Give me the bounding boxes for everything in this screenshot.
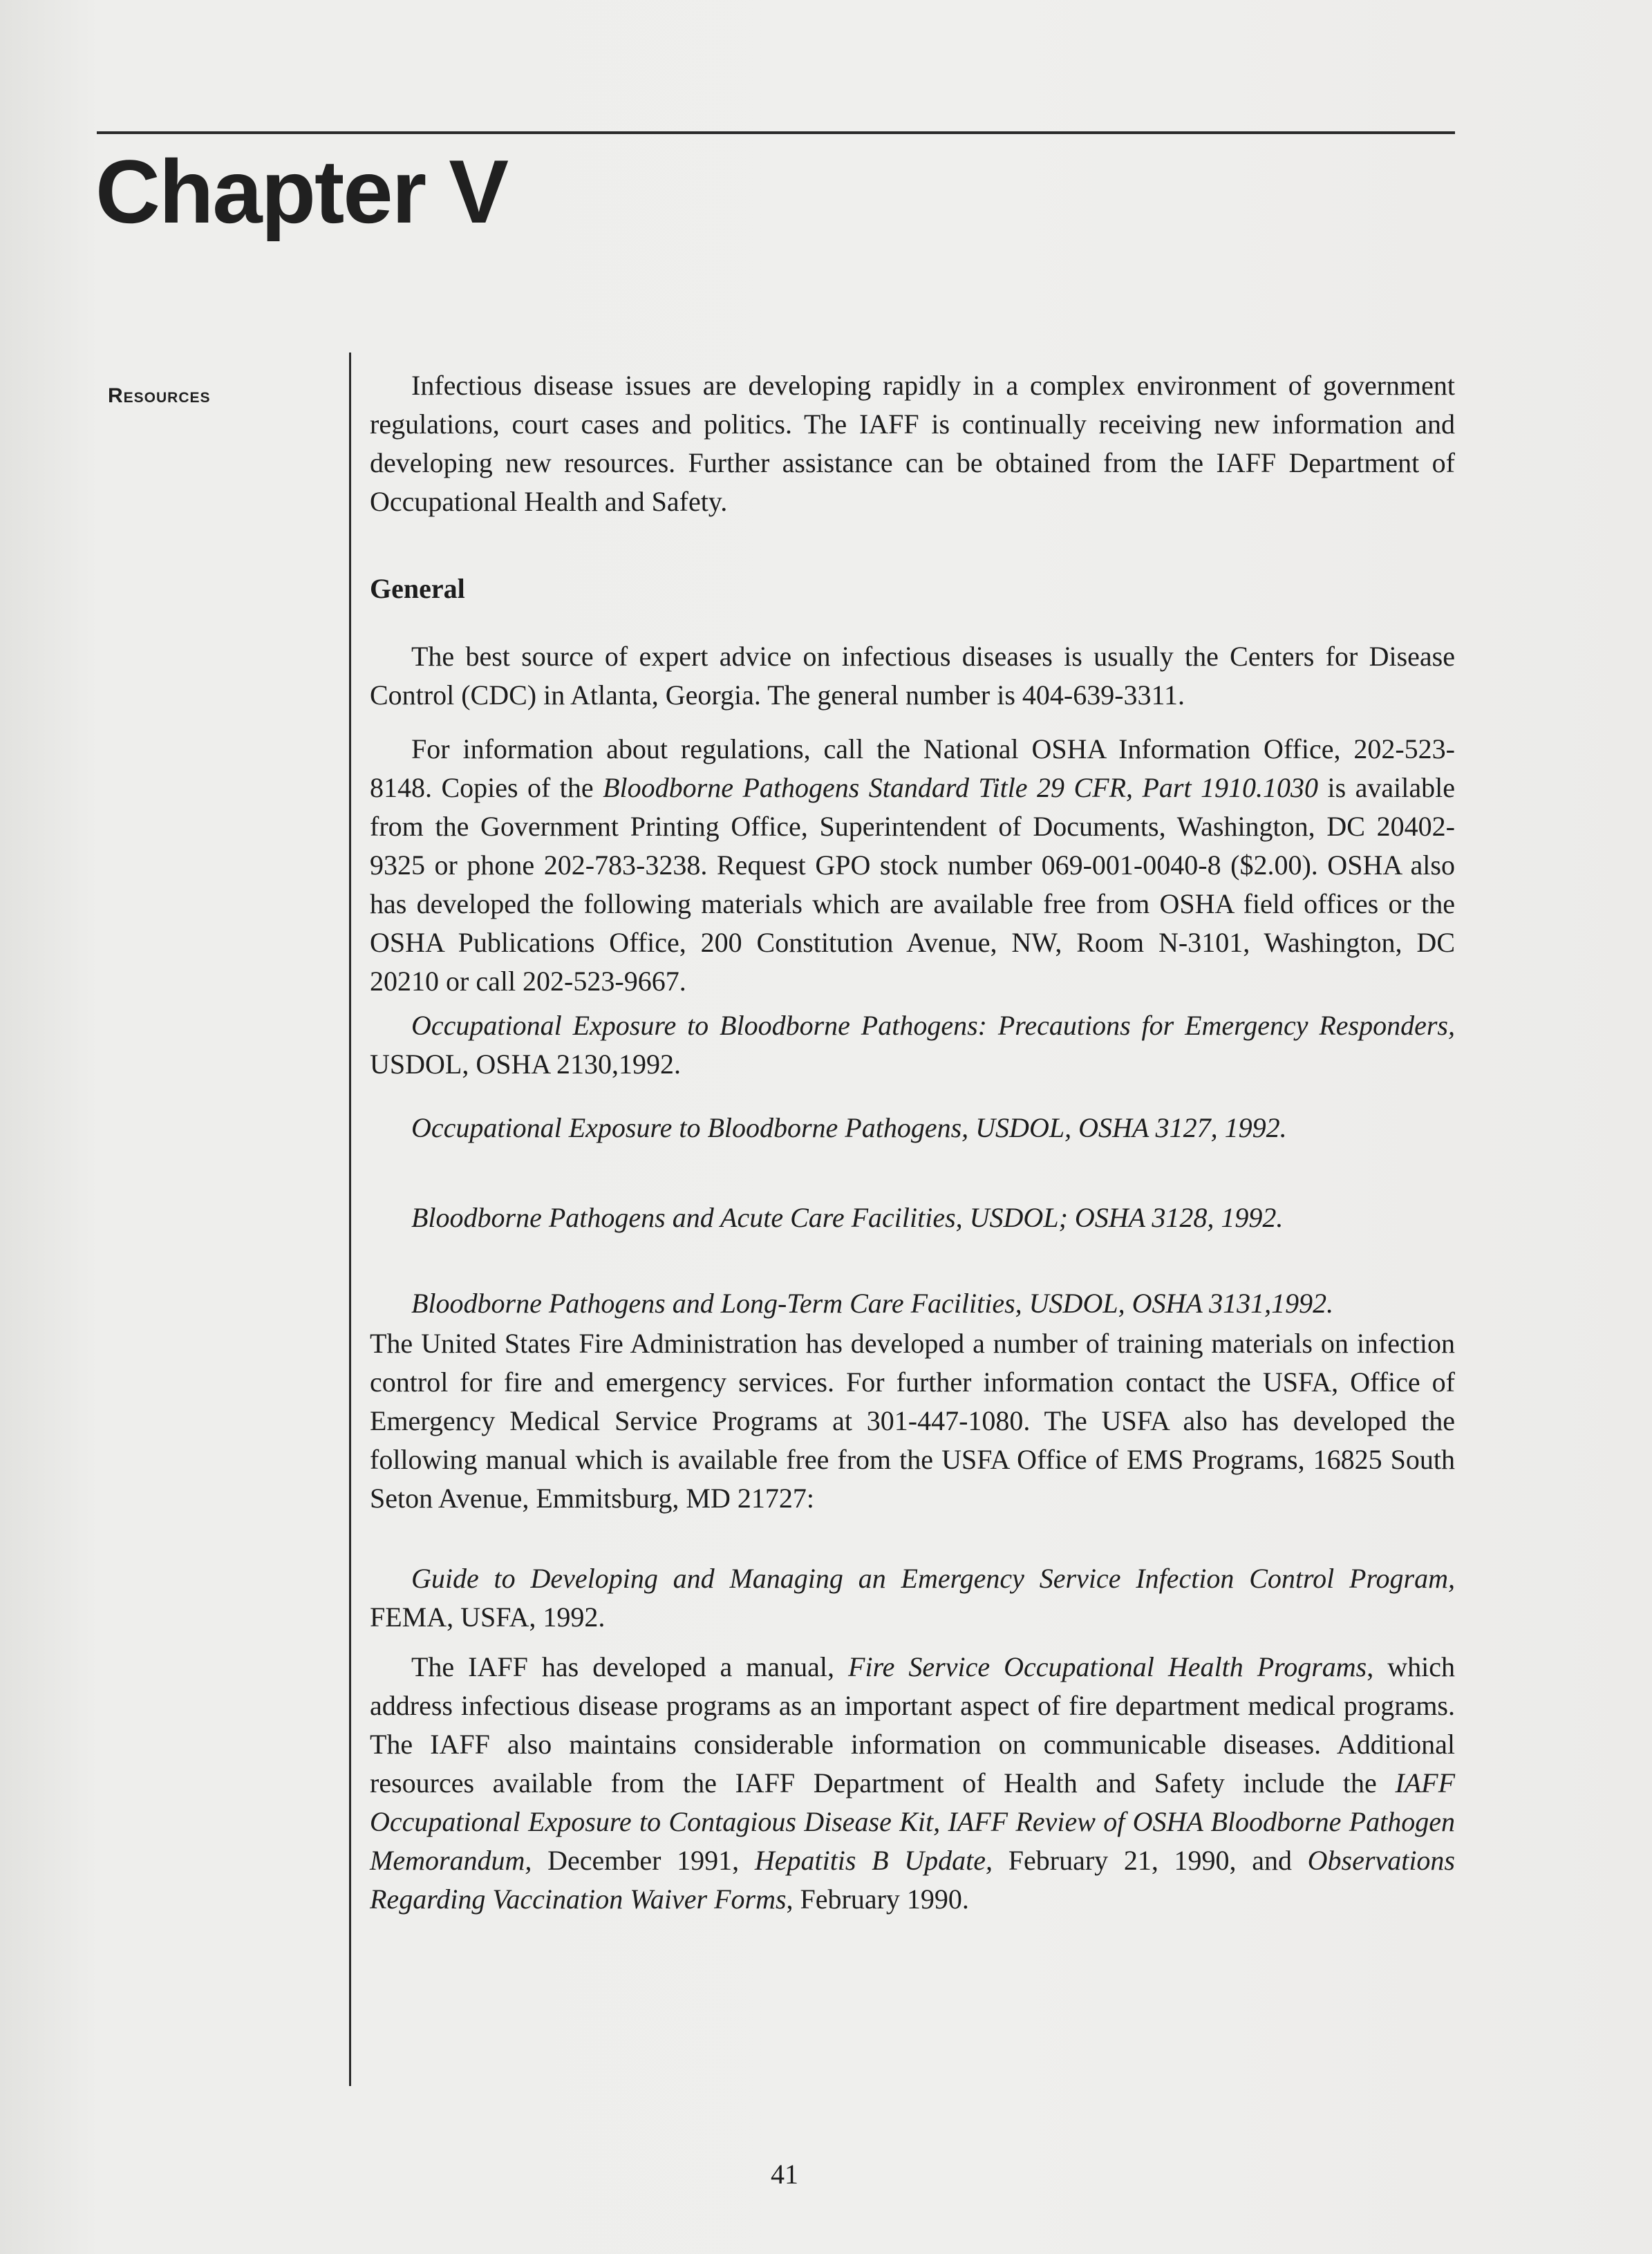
iaff-paragraph [370, 1648, 1455, 1919]
usfa-paragraph: The United States Fire Administration has developed a number of training materials on infection control for fire and emergency services. For further information contact the USFA, Office of Emergency Medical Service Programs at 301-447-1080. The USFA also has developed the following manual which is available free from the USFA Office of EMS Programs, 16825 South Seton Avenue, Emmitsburg, MD 21727: [370, 1328, 1455, 1514]
main-content [370, 366, 1455, 1919]
osha-paragraph [370, 730, 1455, 1001]
page-number: 41 [771, 2159, 798, 2190]
hepatitis-update-title: Hepatitis B Update, [754, 1845, 993, 1876]
section-label: Resources [108, 384, 211, 407]
iaff-manual-title: Fire Service Occupational Health Programs [848, 1651, 1367, 1682]
osha-material-1-title: Occupational Exposure to Bloodborne Pathogens: Precautions for Emergency Responders, [411, 1010, 1455, 1041]
iaff-text-2: , which address infectious disease programs as an important aspect of fire department medical programs. The IAFF also maintains considerable information on communicable diseases. Additional resources available from the IAFF Department of Health and Safety include the [370, 1651, 1455, 1798]
osha-text-1: For information about regulations, call the National OSHA Information Office, 202-523-8148. Copies of the [370, 733, 1455, 803]
cdc-paragraph: The best source of expert advice on infectious diseases is usually the Centers for Disease Control (CDC) in Atlanta, Georgia. The general number is 404-639-3311. [370, 641, 1455, 711]
osha-material-1 [370, 1006, 1455, 1084]
usfa-guide [370, 1559, 1455, 1637]
osha-material-2: Occupational Exposure to Bloodborne Pathogens, USDOL, OSHA 3127, 1992. [411, 1112, 1287, 1143]
intro-paragraph: Infectious disease issues are developing rapidly in a complex environment of government regulations, court cases and politics. The IAFF is continually receiving new information and developing new resources. Further assistance can be obtained from the IAFF Department of Occupational Health and Safety. [370, 370, 1455, 517]
iaff-kit-title: IAFF Occupational Exposure to Contagious Disease Kit, IAFF Review of OSHA Bloodborne Pathogen Memorandum, [370, 1767, 1455, 1876]
osha-material-4: Bloodborne Pathogens and Long-Term Care Facilities, USDOL, OSHA 3131,1992. [411, 1288, 1334, 1319]
usfa-guide-title: Guide to Developing and Managing an Emergency Service Infection Control Program, [411, 1563, 1455, 1594]
top-rule [97, 131, 1455, 134]
iaff-text-5: , February 1990. [786, 1884, 969, 1915]
usfa-guide-source: FEMA, USFA, 1992. [370, 1602, 606, 1633]
osha-material-3: Bloodborne Pathogens and Acute Care Facilities, USDOL; OSHA 3128, 1992. [411, 1202, 1284, 1233]
chapter-title: Chapter V [95, 141, 508, 242]
iaff-text-3: December 1991, [532, 1845, 755, 1876]
osha-text-2: is available from the Government Printing Office, Superintendent of Documents, Washington, DC 20402-9325 or phone 202-783-3238. Request GPO stock number 069-001-0040-8 ($2.00). OSHA also has developed the following materials which are available free from OSHA field offices or the OSHA Publications Office, 200 Constitution Avenue, NW, Room N-3101, Washington, DC 20210 or call 202-523-9667. [370, 772, 1455, 997]
osha-material-1-source: USDOL, OSHA 2130,1992. [370, 1049, 682, 1080]
iaff-text-1: The IAFF has developed a manual, [411, 1651, 849, 1682]
general-heading: General [370, 573, 465, 604]
waiver-forms-title: Observations Regarding Vaccination Waiver Forms [370, 1845, 1455, 1915]
vertical-divider [349, 353, 351, 2086]
iaff-text-4: February 21, 1990, and [993, 1845, 1308, 1876]
osha-standard-title: Bloodborne Pathogens Standard Title 29 CFR, Part 1910.1030 [603, 772, 1319, 803]
